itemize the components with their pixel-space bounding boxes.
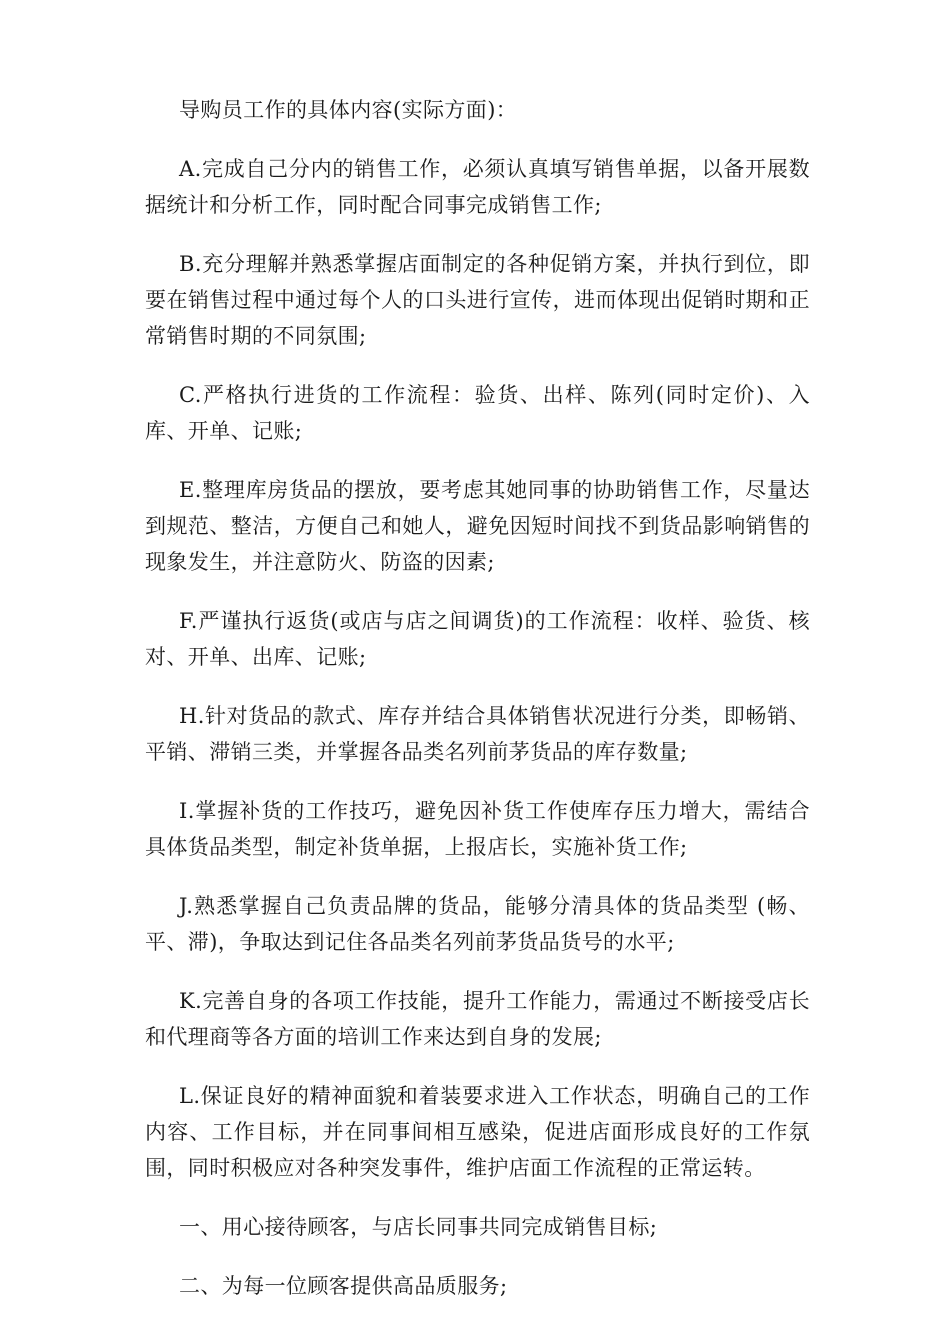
paragraph-f: F.严谨执行返货(或店与店之间调货)的工作流程：收样、验货、核对、开单、出库、记账; [145, 609, 810, 669]
paragraph-two: 二、为每一位顾客提供高品质服务; [179, 1274, 508, 1298]
document-heading: 导购员工作的具体内容(实际方面)： [179, 98, 518, 122]
paragraph-e: E.整理库房货品的摆放，要考虑其她同事的协助销售工作，尽量达到规范、整洁，方便自己和她人，避免因短时间找不到货品影响销售的现象发生，并注意防火、防盗的因素; [145, 478, 810, 574]
paragraph-i: I.掌握补货的工作技巧，避免因补货工作使库存压力增大，需结合具体货品类型，制定补货单据，上报店长，实施补货工作; [145, 799, 810, 859]
paragraph-one: 一、用心接待顾客，与店长同事共同完成销售目标; [179, 1215, 658, 1239]
paragraph-j: J.熟悉掌握自己负责品牌的货品，能够分清具体的货品类型 (畅、平、滞)，争取达到记住各品类名列前茅货品货号的水平; [145, 894, 810, 954]
document-body [145, 92, 810, 1327]
paragraph-h: H.针对货品的款式、库存并结合具体销售状况进行分类，即畅销、平销、滞销三类，并掌握各品类名列前茅货品的库存数量; [145, 704, 810, 764]
paragraph-b: B.充分理解并熟悉掌握店面制定的各种促销方案，并执行到位，即要在销售过程中通过每个人的口头进行宣传，进而体现出促销时期和正常销售时期的不同氛围; [145, 252, 810, 348]
paragraph-a: A.完成自己分内的销售工作，必须认真填写销售单据，以备开展数据统计和分析工作，同时配合同事完成销售工作; [145, 157, 810, 217]
paragraph-l: L.保证良好的精神面貌和着装要求进入工作状态，明确自己的工作内容、工作目标，并在同事间相互感染，促进店面形成良好的工作氛围，同时积极应对各种突发事件，维护店面工作流程的正常运转。 [145, 1084, 810, 1180]
paragraph-c: C.严格执行进货的工作流程：验货、出样、陈列(同时定价)、入库、开单、记账; [145, 383, 810, 443]
paragraph-k: K.完善自身的各项工作技能，提升工作能力，需通过不断接受店长和代理商等各方面的培训工作来达到自身的发展; [145, 989, 810, 1049]
